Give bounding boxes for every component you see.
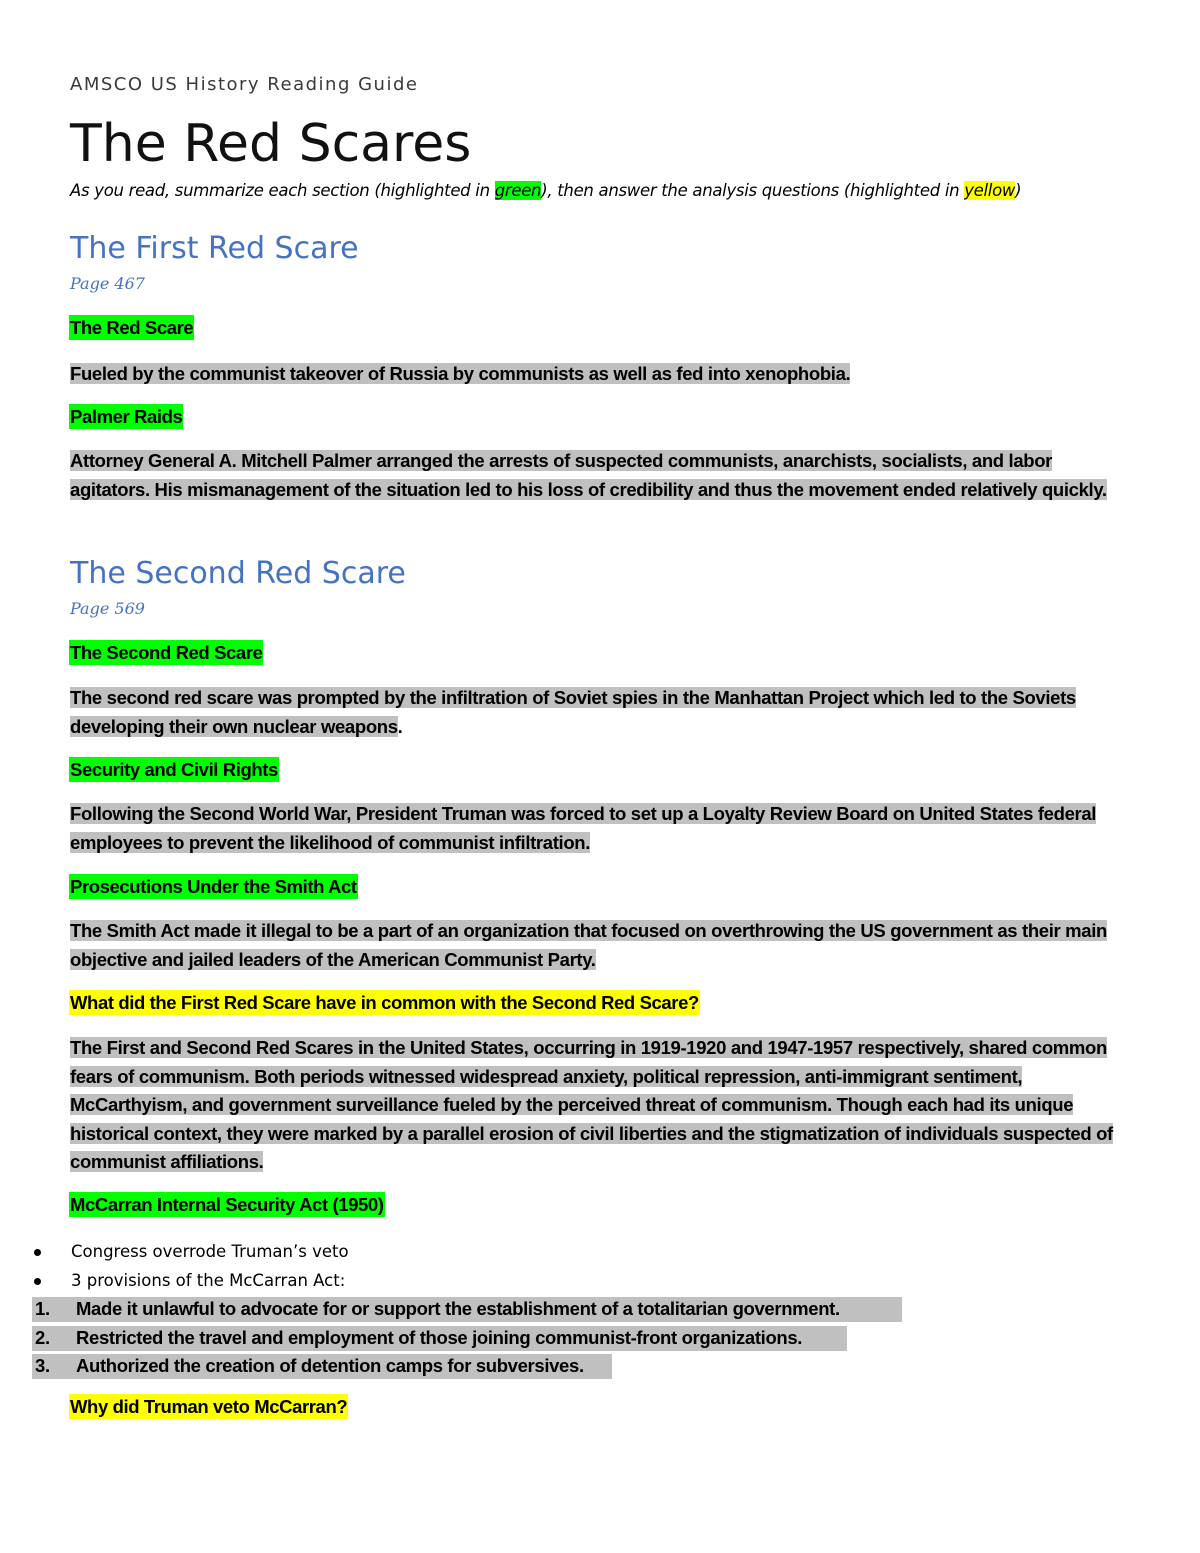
summary-label: McCarran Internal Security Act (1950) <box>70 1194 384 1215</box>
instructions-yellow-word: yellow <box>964 181 1016 200</box>
bullet-list <box>35 1238 1140 1381</box>
list-item: 1. Made it unlawful to advocate for or support the establishment of a totalitarian government. <box>0 1295 1070 1324</box>
page-reference: Page 467 <box>70 274 145 293</box>
instructions-part2: ), then answer the analysis questions (highlighted in <box>541 181 965 200</box>
list-item: Congress overrode Truman’s veto <box>0 1238 1070 1267</box>
summary-answer: Fueled by the communist takeover of Russia by communists as well as fed into xenophobia. <box>70 363 851 384</box>
summary-label: The Second Red Scare <box>70 642 263 663</box>
summary-label: Security and Civil Rights <box>70 759 278 780</box>
analysis-answer: The First and Second Red Scares in the United States, occurring in 1919-1920 and 1947-1957 respectively, shared common fears of communism. Both periods witnessed widespread anxiety, political repression, anti-immigrant sentiment, McCarthyism, and government surveillance fueled by the perceived threat of communism. Though each had its unique historical context, they were marked by a parallel erosion of civil liberties and the stigmatization of individuals suspected of communist affiliations. <box>70 1037 1113 1172</box>
instructions-part1: As you read, summarize each section (highlighted in <box>70 181 495 200</box>
page-reference: Page 569 <box>70 599 145 618</box>
instructions-part3: ) <box>1015 181 1022 200</box>
summary-label: The Red Scare <box>70 317 194 338</box>
instructions <box>70 181 1021 200</box>
section-title-second-red-scare: The Second Red Scare <box>70 556 406 591</box>
instructions-green-word: green <box>494 181 542 200</box>
summary-answer: The Smith Act made it illegal to be a part of an organization that focused on overthrowing the US government as their main objective and jailed leaders of the American Communist Party. <box>70 920 1107 970</box>
summary-label: Prosecutions Under the Smith Act <box>70 876 357 897</box>
bullet-icon <box>34 1278 41 1285</box>
summary-answer: Following the Second World War, President Truman was forced to set up a Loyalty Review Board on United States federal employees to prevent the likelihood of communist infiltration. <box>70 803 1097 853</box>
document-title: The Red Scares <box>70 114 472 174</box>
document-subtitle: AMSCO US History Reading Guide <box>70 74 419 95</box>
list-item: 3 provisions of the McCarran Act: <box>0 1267 1070 1296</box>
list-item: 3. Authorized the creation of detention camps for subversives. <box>0 1352 1070 1381</box>
bullet-icon <box>34 1249 41 1256</box>
summary-answer: The second red scare was prompted by the infiltration of Soviet spies in the Manhattan Project which led to the Soviets developing their own nuclear weapons. <box>70 687 1076 737</box>
list-item: 2. Restricted the travel and employment of those joining communist-front organizations. <box>0 1324 1070 1353</box>
summary-answer: Attorney General A. Mitchell Palmer arranged the arrests of suspected communists, anarchists, socialists, and labor agitators. His mismanagement of the situation led to his loss of credibility and thus the movement ended relatively quickly. <box>70 450 1107 500</box>
section-title-first-red-scare: The First Red Scare <box>70 231 359 266</box>
summary-label: Palmer Raids <box>70 406 183 427</box>
analysis-question: Why did Truman veto McCarran? <box>70 1396 348 1417</box>
analysis-question: What did the First Red Scare have in common with the Second Red Scare? <box>70 992 699 1013</box>
